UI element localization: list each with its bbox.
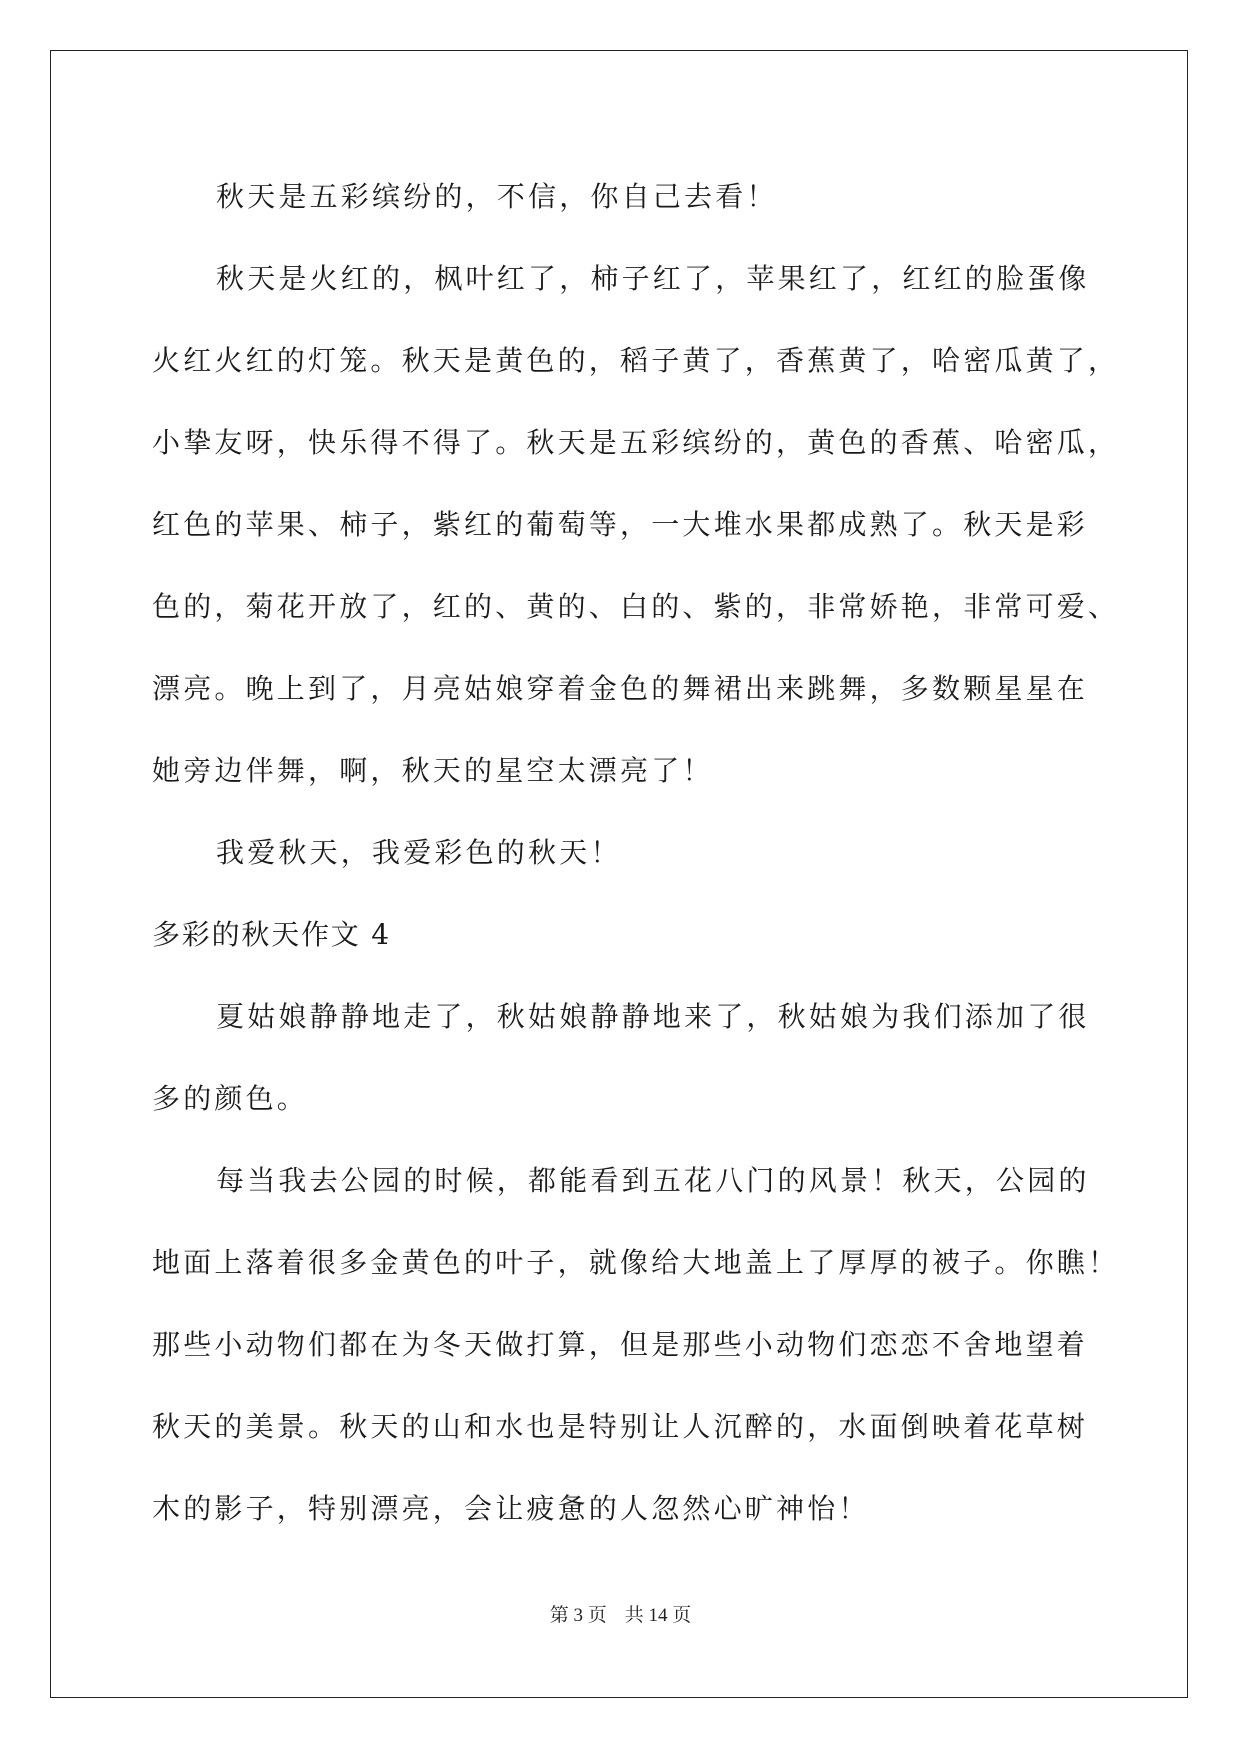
- paragraph: [152, 976, 1090, 1140]
- page-total: 共 14 页: [624, 1605, 692, 1626]
- text-line: 红色的苹果、柿子，紫红的葡萄等，一大堆水果都成熟了。秋天是彩: [152, 508, 1089, 541]
- text-line: 小挚友呀，快乐得不得了。秋天是五彩缤纷的，黄色的香蕉、哈密瓜，: [152, 426, 1120, 459]
- text-line: 秋天是火红的，枫叶红了，柿子红了，苹果红了，红红的脸蛋像: [216, 262, 1090, 295]
- text-line: 每当我去公园的时候，都能看到五花八门的风景！秋天，公园的: [216, 1164, 1090, 1197]
- paragraph: [152, 812, 1087, 894]
- text-line: 那些小动物们都在为冬天做打算，但是那些小动物们恋恋不舍地望着: [152, 1328, 1089, 1361]
- text-line: 秋天是五彩缤纷的，不信，你自己去看！: [216, 180, 778, 213]
- page-footer: [0, 1600, 1241, 1627]
- text-line: 木的影子，特别漂亮，会让疲惫的人忽然心旷神怡！: [152, 1492, 870, 1525]
- text-line: 火红火红的灯笼。秋天是黄色的，稻子黄了，香蕉黄了，哈密瓜黄了，: [152, 344, 1120, 377]
- text-line: 秋天的美景。秋天的山和水也是特别让人沉醉的，水面倒映着花草树: [152, 1410, 1089, 1443]
- text-line: 地面上落着很多金黄色的叶子，就像给大地盖上了厚厚的被子。你瞧！: [152, 1246, 1120, 1279]
- text-line: 漂亮。晚上到了，月亮姑娘穿着金色的舞裙出来跳舞，多数颗星星在: [152, 672, 1089, 705]
- text-line: 多彩的秋天作文 4: [152, 918, 391, 951]
- text-line: 色的，菊花开放了，红的、黄的、白的、紫的，非常娇艳，非常可爱、: [152, 590, 1120, 623]
- text-line: 她旁边伴舞，啊，秋天的星空太漂亮了！: [152, 754, 714, 787]
- document-body: [152, 156, 1120, 1550]
- text-line: 夏姑娘静静地走了，秋姑娘静静地来了，秋姑娘为我们添加了很: [216, 1000, 1090, 1033]
- section-heading: [152, 894, 1087, 976]
- paragraph: [152, 1140, 1120, 1550]
- paragraph: [152, 238, 1120, 812]
- page-number: 第 3 页: [549, 1605, 607, 1626]
- paragraph: [152, 156, 1087, 238]
- text-line: 我爱秋天，我爱彩色的秋天！: [216, 836, 622, 869]
- text-line: 多的颜色。: [152, 1082, 309, 1115]
